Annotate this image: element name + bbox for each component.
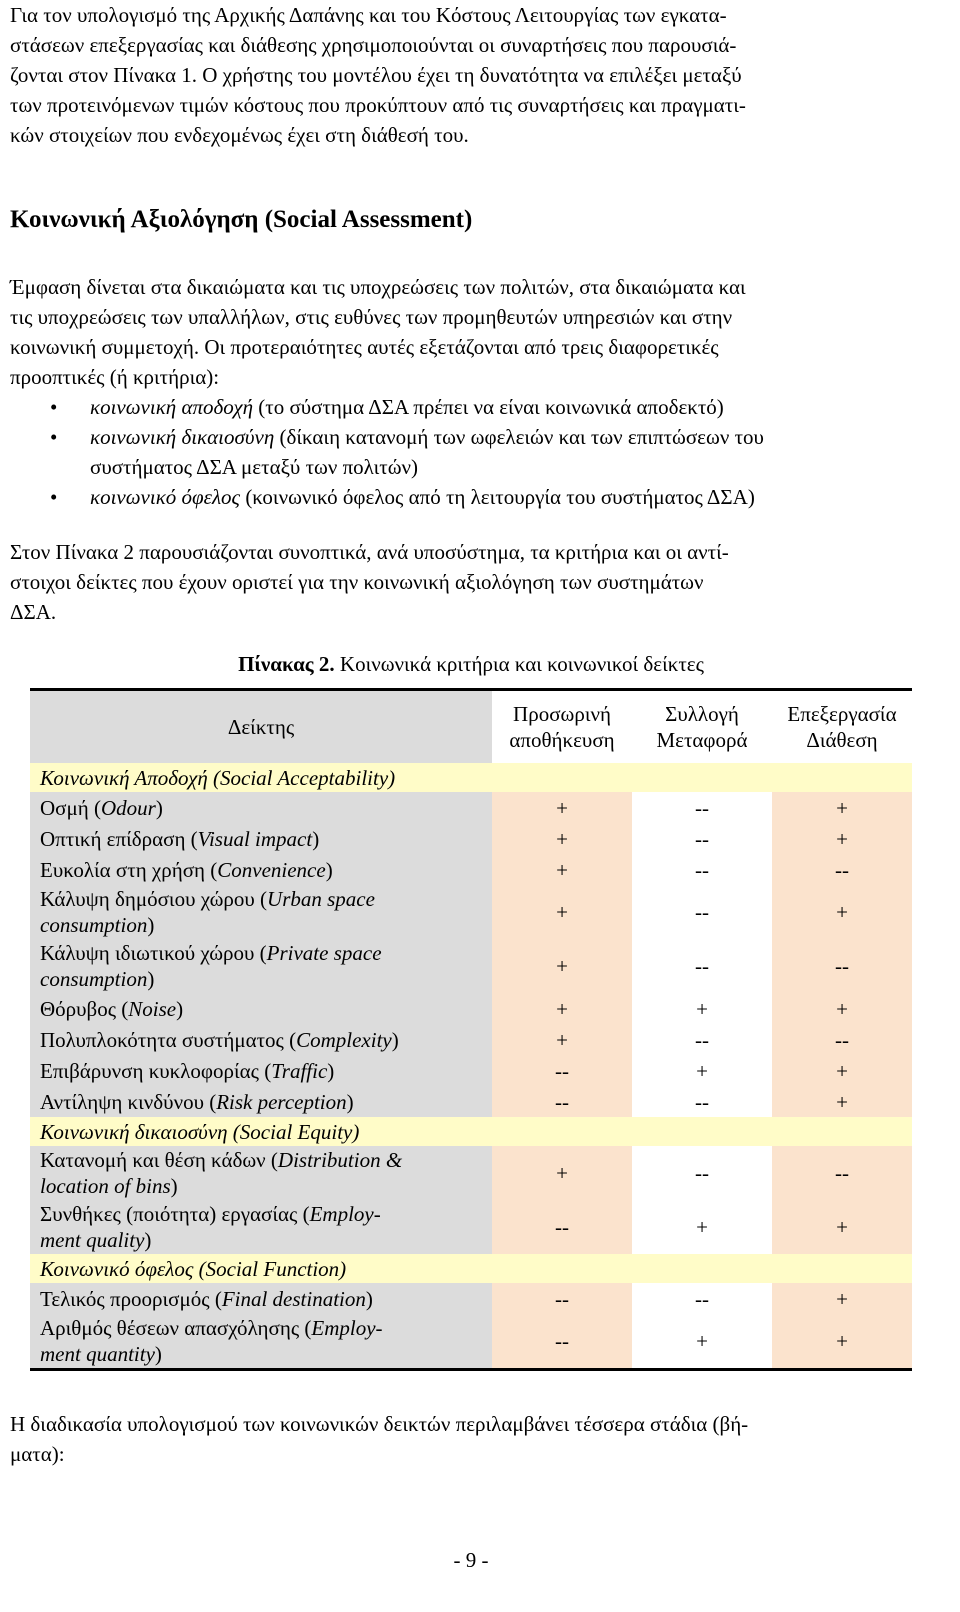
value-cell: -- (772, 1146, 912, 1200)
indicator-english: Urban space (267, 887, 375, 911)
indicator-english: consumption (40, 913, 148, 937)
value-cell: -- (632, 1146, 772, 1200)
value-cell: + (632, 1055, 772, 1086)
value-cell: -- (632, 1024, 772, 1055)
criterion-text: συστήματος ΔΣΑ μεταξύ των πολιτών) (90, 455, 419, 479)
indicator-english: ment quality (40, 1228, 145, 1252)
value-cell: + (492, 854, 632, 885)
indicator-cell (30, 1024, 492, 1055)
header-storage: Προσωρινή αποθήκευση (492, 690, 632, 764)
caption-text: Κοινωνικά κριτήρια και κοινωνικοί δείκτες (334, 652, 704, 676)
indicator-cell (30, 1146, 492, 1200)
indicator-close: ) (147, 967, 155, 991)
value-cell: -- (632, 823, 772, 854)
value-cell: -- (772, 854, 912, 885)
criteria-list (10, 392, 932, 512)
indicator-english: Odour (100, 795, 156, 820)
table-row (30, 939, 912, 993)
indicator-cell (30, 1200, 492, 1254)
indicator-greek: Οπτική επίδραση ( (40, 826, 198, 851)
social-paragraph (10, 272, 932, 512)
table-intro-paragraph (10, 537, 932, 627)
table-header-row (30, 690, 912, 764)
value-cell: -- (632, 885, 772, 939)
table-group-row (30, 1254, 912, 1283)
list-item (10, 392, 932, 422)
criteria-table (30, 688, 912, 1371)
indicator-close: ) (391, 1027, 399, 1052)
indicator-greek: Αντίληψη κινδύνου ( (40, 1089, 217, 1114)
intro-line: των προτεινόμενων τιμών κόστους που προκύπτουν από τις συναρτήσεις και πραγματι- (10, 93, 746, 117)
indicator-cell (30, 792, 492, 823)
value-cell: + (772, 1200, 912, 1254)
value-cell: + (772, 993, 912, 1024)
table-row (30, 854, 912, 885)
indicator-greek: Επιβάρυνση κυκλοφορίας ( (40, 1058, 272, 1083)
value-cell: + (772, 1283, 912, 1314)
table-row (30, 1200, 912, 1254)
value-cell: + (492, 885, 632, 939)
value-cell: + (772, 1086, 912, 1117)
group-title: Κοινωνική δικαιοσύνη (Social Equity) (30, 1117, 912, 1146)
indicator-greek: Τελικός προορισμός ( (40, 1286, 222, 1311)
indicator-close: ) (365, 1286, 373, 1311)
indicator-greek: Ευκολία στη χρήση ( (40, 857, 218, 882)
value-cell: + (492, 993, 632, 1024)
indicator-greek: Θόρυβος ( (40, 996, 129, 1021)
header-processing: Επεξεργασία Διάθεση (772, 690, 912, 764)
indicator-cell (30, 993, 492, 1024)
value-cell: + (632, 993, 772, 1024)
social-line: κοινωνική συμμετοχή. Οι προτεραιότητες αυτές εξετάζονται από τρεις διαφορετικές (10, 335, 719, 359)
indicator-greek: Συνθήκες (ποιότητα) εργασίας ( (40, 1202, 310, 1226)
value-cell: -- (492, 1055, 632, 1086)
intro-line: ζονται στον Πίνακα 1. Ο χρήστης του μοντέλου έχει τη δυνατότητα να επιλέξει μεταξύ (10, 63, 742, 87)
caption-label: Πίνακας 2. (238, 652, 335, 676)
intro-line: Για τον υπολογισμό της Αρχικής Δαπάνης και του Κόστους Λειτουργίας των εγκατα- (10, 3, 727, 27)
group-title: Κοινωνική Αποδοχή (Social Acceptability) (30, 763, 912, 792)
value-cell: + (492, 792, 632, 823)
table-caption (10, 652, 932, 677)
indicator-greek: Πολυπλοκότητα συστήματος ( (40, 1027, 297, 1052)
indicator-greek: Οσμή ( (40, 795, 101, 820)
group-title: Κοινωνικό όφελος (Social Function) (30, 1254, 912, 1283)
indicator-english: ment quantity (40, 1342, 155, 1366)
indicator-greek: Κάλυψη ιδιωτικού χώρου ( (40, 941, 267, 965)
bullet-icon: • (50, 425, 58, 449)
closing-line: Η διαδικασία υπολογισμού των κοινωνικών δεικτών περιλαμβάνει τέσσερα στάδια (βή- (10, 1412, 749, 1436)
closing-paragraph (10, 1409, 932, 1469)
indicator-greek: Κατανομή και θέση κάδων ( (40, 1148, 278, 1172)
section-heading: Κοινωνική Αξιολόγηση (Social Assessment) (10, 206, 473, 233)
value-cell: + (492, 939, 632, 993)
indicator-cell (30, 1086, 492, 1117)
value-cell: + (772, 823, 912, 854)
bullet-icon: • (50, 395, 58, 419)
indicator-close: ) (154, 1342, 162, 1366)
table-intro-line: ΔΣΑ. (10, 600, 57, 624)
indicator-cell (30, 1314, 492, 1370)
criterion-text: (δίκαιη κατανομή των ωφελειών και των επιπτώσεων του (274, 425, 764, 449)
value-cell: -- (492, 1086, 632, 1117)
value-cell: -- (772, 939, 912, 993)
intro-line: στάσεων επεξεργασίας και διάθεσης χρησιμοποιούνται οι συναρτήσεις που παρουσιά- (10, 33, 737, 57)
value-cell: -- (492, 1283, 632, 1314)
indicator-cell (30, 1283, 492, 1314)
criterion-term: κοινωνική αποδοχή (90, 395, 254, 419)
table-row (30, 1024, 912, 1055)
table-row (30, 1086, 912, 1117)
table-row (30, 1283, 912, 1314)
criterion-text: (το σύστημα ΔΣΑ πρέπει να είναι κοινωνικά αποδεκτό) (253, 395, 724, 419)
table-row (30, 1314, 912, 1370)
criterion-text: (κοινωνικό όφελος από τη λειτουργία του συστήματος ΔΣΑ) (240, 485, 755, 509)
intro-line: κών στοιχείων που ενδεχομένως έχει στη διάθεσή του. (10, 123, 469, 147)
indicator-close: ) (144, 1228, 152, 1252)
value-cell: + (492, 1146, 632, 1200)
value-cell: -- (632, 792, 772, 823)
indicator-close: ) (170, 1174, 178, 1198)
indicator-english: consumption (40, 967, 148, 991)
criterion-term: κοινωνικό όφελος (90, 485, 241, 509)
indicator-english: Employ- (311, 1316, 383, 1340)
value-cell: -- (492, 1200, 632, 1254)
indicator-close: ) (147, 913, 155, 937)
indicator-cell (30, 1055, 492, 1086)
table-body (30, 763, 912, 1370)
indicator-greek: Αριθμός θέσεων απασχόλησης ( (40, 1316, 312, 1340)
indicator-cell (30, 885, 492, 939)
bullet-icon: • (50, 485, 58, 509)
indicator-close: ) (346, 1089, 354, 1114)
value-cell: -- (632, 939, 772, 993)
value-cell: + (492, 823, 632, 854)
indicator-greek: Κάλυψη δημόσιου χώρου ( (40, 887, 268, 911)
table-row (30, 1146, 912, 1200)
indicator-english: Employ- (309, 1202, 381, 1226)
table-group-row (30, 763, 912, 792)
indicator-english: Distribution & (277, 1148, 403, 1172)
indicator-english: Visual impact (197, 826, 313, 851)
value-cell: -- (632, 1086, 772, 1117)
page-number: - 9 - (453, 1548, 489, 1572)
indicator-english: Risk perception (216, 1089, 347, 1114)
closing-line: ματα): (10, 1442, 65, 1466)
value-cell: + (772, 1055, 912, 1086)
value-cell: -- (772, 1024, 912, 1055)
social-line: Έμφαση δίνεται στα δικαιώματα και τις υποχρεώσεις των πολιτών, στα δικαιώματα και (10, 275, 746, 299)
list-item (10, 482, 932, 512)
indicator-english: Final destination (221, 1286, 366, 1311)
indicator-english: Noise (128, 996, 177, 1021)
value-cell: + (632, 1314, 772, 1370)
value-cell: + (772, 1314, 912, 1370)
list-item (10, 422, 932, 482)
indicator-close: ) (325, 857, 333, 882)
indicator-english: Traffic (271, 1058, 328, 1083)
table-row (30, 993, 912, 1024)
value-cell: + (492, 1024, 632, 1055)
value-cell: + (772, 885, 912, 939)
table-row (30, 885, 912, 939)
value-cell: -- (632, 854, 772, 885)
value-cell: + (772, 792, 912, 823)
header-indicator: Δείκτης (30, 690, 492, 764)
indicator-cell (30, 939, 492, 993)
indicator-cell (30, 823, 492, 854)
header-transport: Συλλογή Μεταφορά (632, 690, 772, 764)
indicator-close: ) (176, 996, 184, 1021)
table-row (30, 823, 912, 854)
intro-paragraph (10, 0, 932, 150)
value-cell: -- (632, 1283, 772, 1314)
table-row (30, 792, 912, 823)
indicator-close: ) (312, 826, 320, 851)
indicator-english: Private space (266, 941, 382, 965)
indicator-close: ) (327, 1058, 335, 1083)
criterion-term: κοινωνική δικαιοσύνη (90, 425, 275, 449)
indicator-english: Complexity (296, 1027, 392, 1052)
table-intro-line: στοιχοι δείκτες που έχουν οριστεί για την κοινωνική αξιολόγηση των συστημάτων (10, 570, 704, 594)
indicator-english: Convenience (217, 857, 326, 882)
indicator-close: ) (155, 795, 163, 820)
document-page (10, 0, 932, 1572)
table-group-row (30, 1117, 912, 1146)
social-line: προοπτικές (ή κριτήρια): (10, 365, 220, 389)
table-row (30, 1055, 912, 1086)
value-cell: -- (492, 1314, 632, 1370)
indicator-cell (30, 854, 492, 885)
indicator-english: location of bins (40, 1174, 171, 1198)
value-cell: + (632, 1200, 772, 1254)
table-intro-line: Στον Πίνακα 2 παρουσιάζονται συνοπτικά, ανά υποσύστημα, τα κριτήρια και οι αντί- (10, 540, 729, 564)
social-line: τις υποχρεώσεις των υπαλλήλων, στις ευθύνες των προμηθευτών υπηρεσιών και στην (10, 305, 733, 329)
